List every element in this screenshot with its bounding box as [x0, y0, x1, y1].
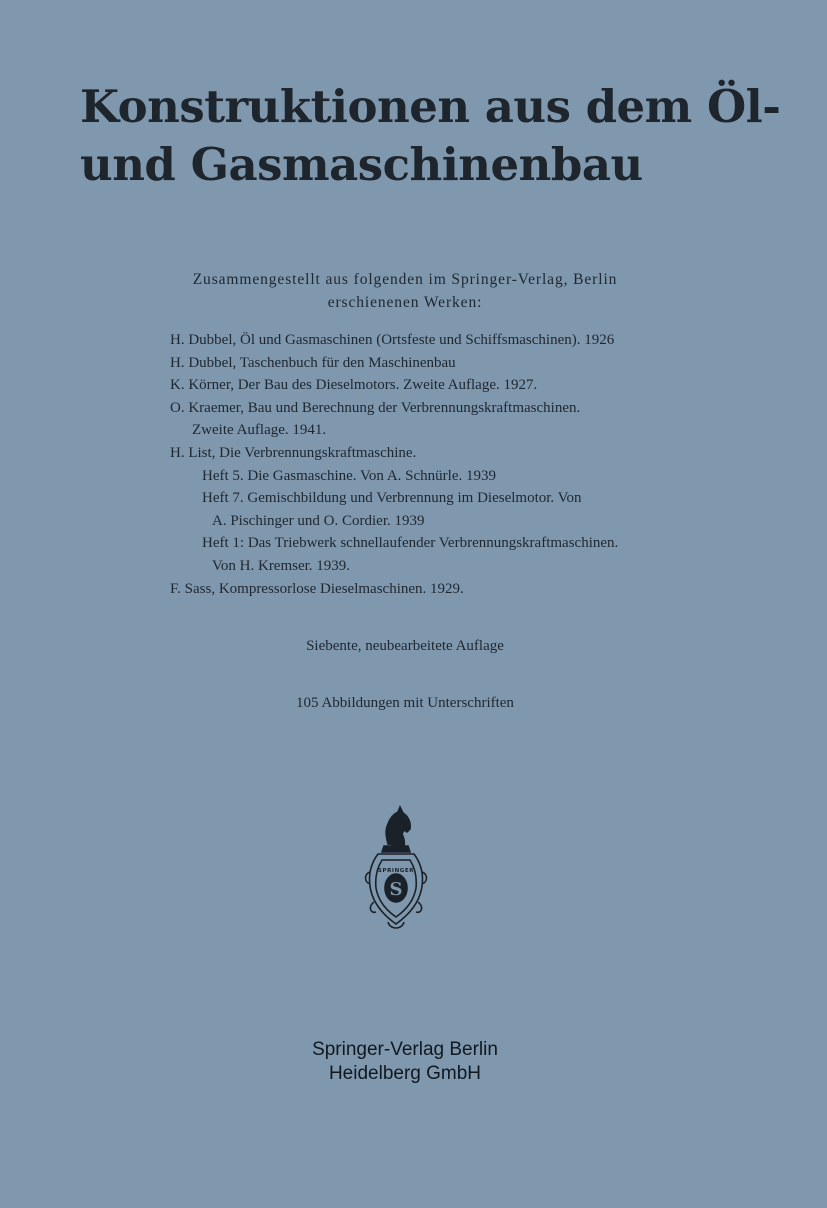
- publisher-line-2: Heidelberg GmbH: [328, 1063, 482, 1084]
- source-work-subitem: Heft 5. Die Gasmaschine. Von A. Schnürle. 1939: [202, 467, 496, 484]
- source-work-item: F. Sass, Kompressorlose Dieselmaschinen. 1929.: [170, 580, 464, 597]
- source-work-subitem-continuation: Von H. Kremser. 1939.: [212, 557, 351, 574]
- logo-monogram: S: [389, 879, 403, 900]
- source-work-item: O. Kraemer, Bau und Berechnung der Verbrennungskraftmaschinen.: [170, 399, 581, 416]
- source-work-subitem: Heft 7. Gemischbildung und Verbrennung im Dieselmotor. Von: [202, 490, 582, 507]
- book-title-line-2: und Gasmaschinenbau: [80, 138, 643, 191]
- book-title: [80, 78, 780, 194]
- compilation-note: [150, 268, 660, 314]
- source-work-subitem: Heft 1: Das Triebwerk schnellaufender Verbrennungskraftmaschinen.: [202, 535, 619, 552]
- edition-statement: Siebente, neubearbeitete Auflage: [306, 638, 504, 654]
- compilation-note-line-2: erschienenen Werken:: [327, 294, 483, 311]
- source-work-item-continuation: Zweite Auflage. 1941.: [192, 422, 327, 439]
- source-work-item: H. Dubbel, Taschenbuch für den Maschinenbau: [170, 354, 456, 371]
- logo-emblem-text: SPRINGER: [377, 868, 415, 874]
- figures-statement: 105 Abbildungen mit Unterschriften: [296, 695, 514, 711]
- springer-knight-logo-icon: [358, 802, 434, 938]
- source-work-subitem-continuation: A. Pischinger und O. Cordier. 1939: [212, 512, 425, 529]
- compilation-note-line-1: Zusammengestellt aus folgenden im Springer-Verlag, Berlin: [192, 271, 618, 288]
- publisher-line-1: Springer-Verlag Berlin: [312, 1039, 498, 1060]
- source-work-item: H. List, Die Verbrennungskraftmaschine.: [170, 444, 417, 461]
- source-works-list: [170, 329, 640, 600]
- book-title-line-1: Konstruktionen aus dem Öl-: [80, 80, 781, 133]
- source-work-item: H. Dubbel, Öl und Gasmaschinen (Ortsfeste und Schiffsmaschinen). 1926: [170, 332, 615, 348]
- source-work-item: K. Körner, Der Bau des Dieselmotors. Zweite Auflage. 1927.: [170, 377, 538, 394]
- publisher-imprint: [150, 1038, 660, 1086]
